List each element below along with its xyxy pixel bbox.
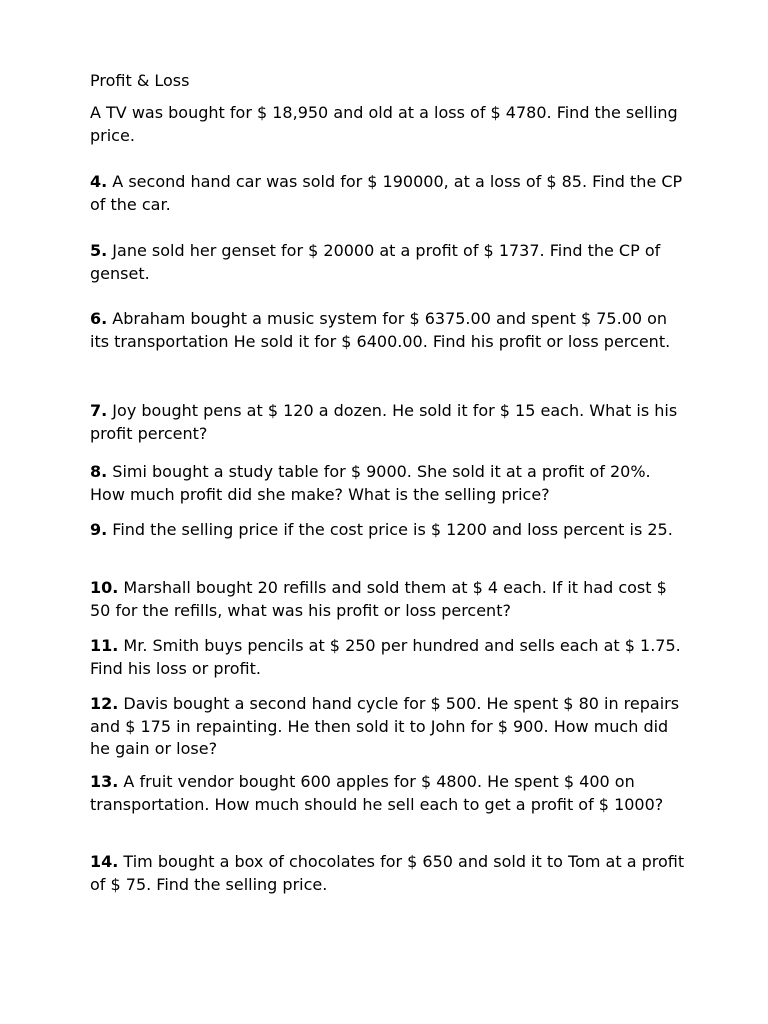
question-text: A second hand car was sold for $ 190000, at a loss of $ 85. Find the CP of the car. [90,172,683,214]
page-title: Profit & Loss [90,71,190,90]
question-number: 10. [90,578,119,597]
question-number: 7. [90,401,108,420]
question-text: Marshall bought 20 refills and sold them at $ 4 each. If it had cost $ 50 for the refills, what was his profit or loss percent? [90,578,667,620]
question-number: 5. [90,241,108,260]
question-number: 4. [90,172,108,191]
question-number: 9. [90,520,108,539]
question-6 [90,308,690,353]
question-text: Mr. Smith buys pencils at $ 250 per hundred and sells each at $ 1.75. Find his loss or profit. [90,636,681,678]
question-number: 13. [90,772,119,791]
question-4 [90,171,690,216]
question-5 [90,240,690,285]
question-text: Joy bought pens at $ 120 a dozen. He sold it for $ 15 each. What is his profit percent? [90,401,678,443]
question-text: Simi bought a study table for $ 9000. She sold it at a profit of 20%. How much profit did she make? What is the selling price? [90,462,651,504]
question-text: Find the selling price if the cost price is $ 1200 and loss percent is 25. [107,520,673,539]
question-12 [90,693,690,761]
question-9 [90,519,690,542]
question-8 [90,461,690,506]
question-13 [90,771,690,816]
question-text: Tim bought a box of chocolates for $ 650 and sold it to Tom at a profit of $ 75. Find the selling price. [90,852,685,894]
intro-question: A TV was bought for $ 18,950 and old at a loss of $ 4780. Find the selling price. [90,103,678,145]
question-text: Abraham bought a music system for $ 6375.00 and spent $ 75.00 on its transportation He sold it for $ 6400.00. Find his profit or loss percent. [90,309,671,351]
question-text: Davis bought a second hand cycle for $ 500. He spent $ 80 in repairs and $ 175 in repainting. He then sold it to John for $ 900. How much did he gain or lose? [90,694,680,758]
question-text: A fruit vendor bought 600 apples for $ 4800. He spent $ 400 on transportation. How much should he sell each to get a profit of $ 1000? [90,772,664,814]
question-number: 14. [90,852,119,871]
question-14 [90,851,690,896]
question-number: 11. [90,636,119,655]
question-7 [90,400,690,445]
question-text: Jane sold her genset for $ 20000 at a profit of $ 1737. Find the CP of genset. [90,241,661,283]
question-10 [90,577,690,622]
question-number: 12. [90,694,119,713]
question-number: 8. [90,462,108,481]
question-number: 6. [90,309,108,328]
question-11 [90,635,690,680]
